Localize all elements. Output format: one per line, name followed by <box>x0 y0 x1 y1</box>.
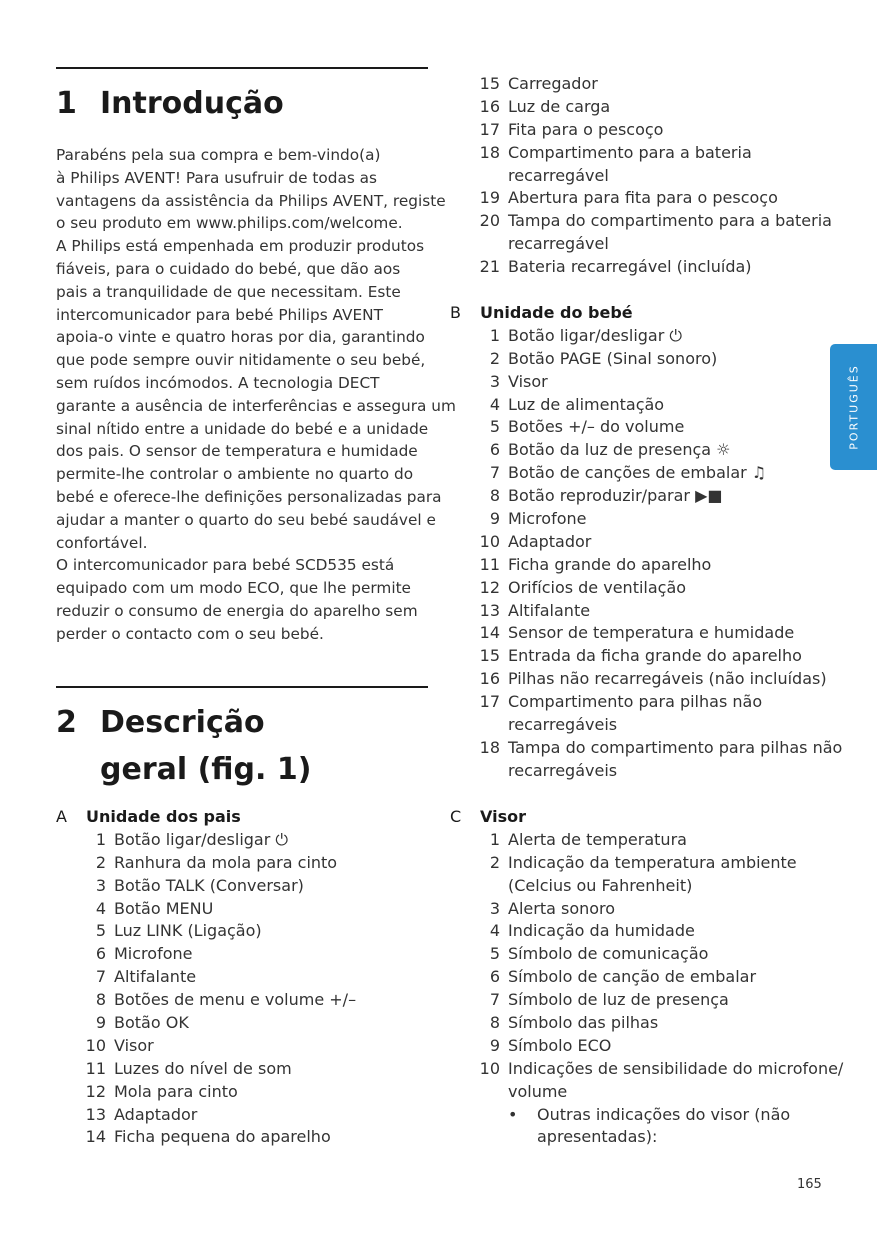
item-number: 3 <box>489 898 500 918</box>
list-item <box>478 73 838 96</box>
item-number: 21 <box>479 257 500 277</box>
list-item <box>478 256 838 279</box>
list-item <box>478 119 838 142</box>
list-heading <box>56 806 428 829</box>
list-item <box>478 1012 866 1035</box>
paragraph-line: permite-lhe controlar o ambiente no quarto do <box>56 465 414 484</box>
item-text: Botão OK <box>114 1013 189 1033</box>
list-items <box>84 829 456 1149</box>
item-text: Indicação da humidade <box>508 921 695 941</box>
intro-paragraph <box>56 144 456 646</box>
item-text: Ranhura da mola para cinto <box>114 852 338 872</box>
section-heading-descricao <box>56 699 428 793</box>
item-number: 17 <box>479 692 500 712</box>
item-text: Pilhas não recarregáveis (não incluídas) <box>508 669 827 689</box>
item-number: 3 <box>95 875 106 895</box>
list-item <box>478 1058 866 1081</box>
item-text-continued: (Celcius ou Fahrenheit) <box>508 875 693 895</box>
item-number: 2 <box>95 852 106 872</box>
list-item <box>478 416 866 439</box>
section-number: 1 <box>56 86 77 121</box>
parents-unit-list <box>56 806 428 1149</box>
list-item <box>478 645 866 668</box>
bullet-item <box>478 1104 866 1127</box>
list-item <box>478 989 866 1012</box>
language-tab <box>830 344 877 470</box>
item-number: 8 <box>95 990 106 1010</box>
list-item <box>84 852 456 875</box>
list-item <box>84 966 456 989</box>
item-text: Botão da luz de presença ☼ <box>508 440 731 460</box>
item-text: Mola para cinto <box>114 1081 238 1101</box>
item-number: 13 <box>85 1104 106 1124</box>
paragraph-line: equipado com um modo ECO, que lhe permite <box>56 579 411 598</box>
item-number: 4 <box>489 394 500 414</box>
list-item <box>478 1035 866 1058</box>
paragraph-line: garante a ausência de interferências e assegura um <box>56 396 456 415</box>
item-number: 1 <box>95 829 106 849</box>
language-label: PORTUGUÊS <box>847 364 860 450</box>
item-text: Adaptador <box>508 531 592 551</box>
list-letter: A <box>56 807 67 826</box>
item-number: 1 <box>489 829 500 849</box>
list-item <box>478 852 866 875</box>
bullet-item-continued <box>478 1126 866 1149</box>
list-item <box>478 371 866 394</box>
item-text: Fita para o pescoço <box>508 119 664 139</box>
item-number: 7 <box>489 463 500 483</box>
list-item <box>478 394 866 417</box>
item-number: 10 <box>85 1035 106 1055</box>
item-text: Carregador <box>508 74 598 93</box>
item-text: Altifalante <box>114 967 197 987</box>
item-number: 17 <box>479 119 500 139</box>
item-text: Compartimento para a bateria <box>508 142 752 162</box>
item-text: Botão MENU <box>114 898 214 918</box>
item-number: 10 <box>479 531 500 551</box>
list-item <box>84 875 456 898</box>
item-text-continued: recarregável <box>508 234 609 254</box>
list-heading <box>450 806 838 829</box>
bullet-icon: • <box>508 1104 518 1124</box>
list-item <box>84 1058 456 1081</box>
item-number: 12 <box>85 1081 106 1101</box>
paragraph-line: vantagens da assistência da Philips AVENT, registe <box>56 191 446 210</box>
item-number: 5 <box>489 944 500 964</box>
item-number: 1 <box>489 325 500 345</box>
item-number: 5 <box>95 921 106 941</box>
paragraph-line: à Philips AVENT! Para usufruir de todas as <box>56 168 378 187</box>
item-text: Botões +/– do volume <box>508 417 685 437</box>
item-number: 7 <box>95 967 106 987</box>
list-item <box>84 1035 456 1058</box>
item-text: Altifalante <box>508 600 591 620</box>
item-number: 15 <box>479 646 500 666</box>
item-number: 11 <box>479 554 500 574</box>
paragraph-line: perder o contacto com o seu bebé. <box>56 624 324 643</box>
item-number: 8 <box>489 486 500 506</box>
item-text: Botão ligar/desligar ⏻ <box>508 325 683 345</box>
item-text: Alerta sonoro <box>508 898 616 918</box>
list-item <box>478 943 866 966</box>
list-item <box>478 508 866 531</box>
item-text: Microfone <box>114 944 193 964</box>
item-text: Botão reproduzir/parar ▶■ <box>508 486 723 506</box>
item-text: Indicação da temperatura ambiente <box>508 852 797 872</box>
section-title-line1: Descrição <box>100 705 265 740</box>
list-letter: C <box>450 807 462 826</box>
item-text-continued: volume <box>508 1081 568 1101</box>
list-item <box>84 1012 456 1035</box>
list-title: Unidade dos pais <box>86 807 241 826</box>
paragraph-line: intercomunicador para bebé Philips AVENT <box>56 305 383 324</box>
paragraph-line: apoia-o vinte e quatro horas por dia, garantindo <box>56 328 425 347</box>
item-number: 4 <box>95 898 106 918</box>
list-item <box>478 600 866 623</box>
item-number: 16 <box>479 96 500 116</box>
list-item <box>478 622 866 645</box>
paragraph-line: reduzir o consumo de energia do aparelho sem <box>56 601 418 620</box>
item-number: 6 <box>489 967 500 987</box>
item-text: Botão ligar/desligar ⏻ <box>114 829 289 849</box>
item-number: 5 <box>489 417 500 437</box>
list-item <box>478 577 866 600</box>
list-item <box>478 966 866 989</box>
list-item <box>478 96 838 119</box>
item-text: Adaptador <box>114 1104 198 1124</box>
item-text: Microfone <box>508 509 587 529</box>
item-text: Símbolo de comunicação <box>508 944 709 964</box>
list-item <box>478 898 866 921</box>
section-number: 2 <box>56 705 77 740</box>
list-item <box>478 691 866 714</box>
item-text: Tampa do compartimento para a bateria <box>508 211 832 231</box>
item-number: 8 <box>489 1013 500 1033</box>
paragraph-line: dos pais. O sensor de temperatura e humidade <box>56 442 418 461</box>
list-item-continued <box>478 233 838 256</box>
item-number: 13 <box>479 600 500 620</box>
item-number: 14 <box>479 623 500 643</box>
paragraph-line: o seu produto em www.philips.com/welcome. <box>56 214 403 233</box>
list-item <box>478 829 866 852</box>
list-item-continued <box>478 1081 866 1104</box>
item-text: Botão PAGE (Sinal sonoro) <box>508 348 718 368</box>
paragraph-line: sinal nítido entre a unidade do bebé e a unidade <box>56 419 429 438</box>
item-number: 18 <box>479 737 500 757</box>
item-number: 2 <box>489 852 500 872</box>
paragraph-line: Parabéns pela sua compra e bem-vindo(a) <box>56 146 381 164</box>
item-number: 20 <box>479 211 500 231</box>
list-item <box>478 142 838 165</box>
list-item <box>478 485 866 508</box>
item-text: Visor <box>508 371 548 391</box>
section-rule-1 <box>56 67 428 69</box>
item-number: 10 <box>479 1058 500 1078</box>
paragraph-line: pais a tranquilidade de que necessitam. Este <box>56 282 401 301</box>
item-text: Luz de carga <box>508 96 611 116</box>
list-item <box>84 1126 456 1149</box>
item-text: Entrada da ficha grande do aparelho <box>508 646 802 666</box>
item-text: Símbolo de canção de embalar <box>508 967 757 987</box>
list-items <box>478 829 866 1104</box>
list-item <box>84 1081 456 1104</box>
list-item <box>478 439 866 462</box>
section-heading-introducao <box>56 80 428 127</box>
list-item <box>84 920 456 943</box>
list-item-continued <box>478 875 866 898</box>
item-text: Símbolo ECO <box>508 1035 612 1055</box>
paragraph-line: fiáveis, para o cuidado do bebé, que dão aos <box>56 259 401 278</box>
item-text: Luzes do nível de som <box>114 1058 292 1078</box>
item-text: Símbolo das pilhas <box>508 1013 659 1033</box>
item-text: Tampa do compartimento para pilhas não <box>508 737 843 757</box>
item-text: Luz de alimentação <box>508 394 665 414</box>
item-text: Ficha grande do aparelho <box>508 554 712 574</box>
list-title: Visor <box>480 807 526 826</box>
item-text: Abertura para fita para o pescoço <box>508 188 778 208</box>
item-text: Alerta de temperatura <box>508 829 687 849</box>
item-number: 9 <box>489 509 500 529</box>
list-item <box>478 668 866 691</box>
list-item <box>84 943 456 966</box>
list-items <box>478 73 838 279</box>
item-text: Visor <box>114 1035 154 1055</box>
item-text: Botão de canções de embalar ♫ <box>508 463 767 483</box>
item-number: 7 <box>489 990 500 1010</box>
list-item <box>478 920 866 943</box>
list-item <box>478 462 866 485</box>
item-number: 2 <box>489 348 500 368</box>
list-items <box>478 325 866 783</box>
list-item <box>478 348 866 371</box>
display-list <box>450 806 844 1149</box>
list-item <box>84 898 456 921</box>
section-rule-2 <box>56 686 428 688</box>
list-item <box>478 210 838 233</box>
list-item <box>478 187 838 210</box>
item-number: 16 <box>479 669 500 689</box>
list-heading <box>450 302 838 325</box>
item-number: 15 <box>479 74 500 93</box>
list-item <box>478 325 866 348</box>
item-text: Sensor de temperatura e humidade <box>508 623 795 643</box>
parents-unit-list-continued <box>478 73 838 279</box>
paragraph-line: O intercomunicador para bebé SCD535 está <box>56 556 395 575</box>
item-number: 14 <box>85 1127 106 1147</box>
item-text-continued: recarregável <box>508 165 609 185</box>
paragraph-line: A Philips está empenhada em produzir produtos <box>56 237 425 256</box>
paragraph-line: que pode sempre ouvir nitidamente o seu bebé, <box>56 351 426 370</box>
list-letter: B <box>450 303 461 322</box>
item-text: Luz LINK (Ligação) <box>114 921 262 941</box>
list-item <box>478 554 866 577</box>
item-text: Bateria recarregável (incluída) <box>508 257 752 277</box>
item-number: 9 <box>489 1035 500 1055</box>
item-number: 12 <box>479 577 500 597</box>
baby-unit-list <box>450 302 843 783</box>
bullet-text: Outras indicações do visor (não <box>537 1104 791 1124</box>
item-text-continued: recarregáveis <box>508 760 618 780</box>
section-title: Introdução <box>100 86 284 121</box>
list-item <box>478 737 866 760</box>
paragraph-line: confortável. <box>56 533 148 552</box>
item-number: 6 <box>489 440 500 460</box>
item-text: Botões de menu e volume +/– <box>114 990 357 1010</box>
paragraph-line: sem ruídos incómodos. A tecnologia DECT <box>56 373 380 392</box>
paragraph-line: ajudar a manter o quarto do seu bebé saudável e <box>56 510 436 529</box>
page-number: 165 <box>797 1177 822 1192</box>
item-number: 18 <box>479 142 500 162</box>
list-item <box>84 989 456 1012</box>
item-text: Botão TALK (Conversar) <box>114 875 304 895</box>
item-text: Compartimento para pilhas não <box>508 692 763 712</box>
list-item <box>84 829 456 852</box>
bullet-text: apresentadas): <box>537 1127 658 1147</box>
item-number: 11 <box>85 1058 106 1078</box>
item-text: Orifícios de ventilação <box>508 577 687 597</box>
item-text-continued: recarregáveis <box>508 715 618 735</box>
section-title-line2: geral (fig. 1) <box>100 752 312 787</box>
item-number: 3 <box>489 371 500 391</box>
item-number: 19 <box>479 188 500 208</box>
item-text: Indicações de sensibilidade do microfone/ <box>508 1058 844 1078</box>
item-text: Ficha pequena do aparelho <box>114 1127 331 1147</box>
list-item-continued <box>478 760 866 783</box>
list-item <box>84 1104 456 1127</box>
list-item-continued <box>478 714 866 737</box>
item-number: 6 <box>95 944 106 964</box>
item-number: 4 <box>489 921 500 941</box>
item-number: 9 <box>95 1013 106 1033</box>
list-item-continued <box>478 165 838 188</box>
list-item <box>478 531 866 554</box>
paragraph-line: bebé e oferece-lhe definições personalizadas para <box>56 487 442 506</box>
list-title: Unidade do bebé <box>480 303 633 322</box>
item-text: Símbolo de luz de presença <box>508 990 729 1010</box>
